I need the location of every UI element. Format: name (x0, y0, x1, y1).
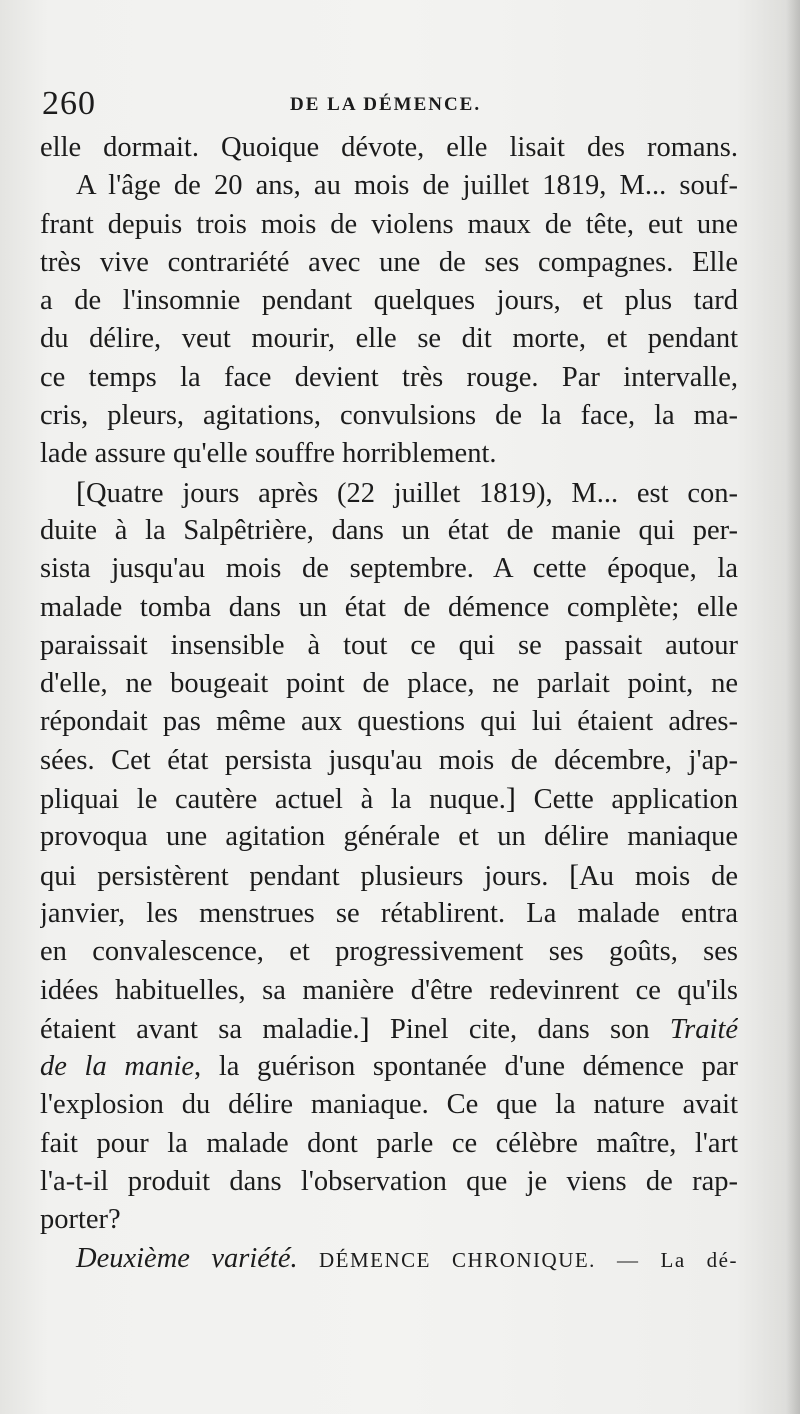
book-title-italic: Traité (669, 1013, 738, 1045)
text-line (40, 780, 738, 818)
text-line (40, 1048, 738, 1086)
text-line: porter? (40, 1204, 121, 1236)
open-bracket: [ (76, 475, 86, 509)
text-line: frant depuis trois mois de violens maux de tête, eut une (40, 208, 738, 240)
text-line: a de l'insomnie pendant quelques jours, et plus tard (40, 285, 738, 317)
section-title: DÉMENCE CHRONIQUE. — La dé- (319, 1247, 738, 1272)
page-number: 260 (42, 85, 96, 122)
close-bracket: ] (359, 1011, 370, 1045)
page-header (42, 82, 742, 126)
text-line: d'elle, ne bougeait point de place, ne parlait point, ne (40, 668, 738, 700)
book-title-italic: de la manie (40, 1051, 195, 1083)
text-line: lade assure qu'elle souffre horriblement. (40, 438, 497, 470)
text-line: l'explosion du délire maniaque. Ce que la nature avait (40, 1089, 738, 1121)
text-line: A l'âge de 20 ans, au mois de juillet 1819, M... souf- (76, 170, 738, 202)
running-head: DE LA DÉMENCE. (290, 94, 482, 115)
text-segment: , la guérison spontanée d'une démence par (194, 1051, 738, 1083)
text-line: répondait pas même aux questions qui lui étaient adres- (40, 706, 738, 738)
text-line: elle dormait. Quoique dévote, elle lisait des romans. (40, 132, 738, 163)
text-line: très vive contrariété avec une de ses compagnes. Elle (40, 246, 738, 278)
text-line: ce temps la face devient très rouge. Par intervalle, (40, 361, 738, 393)
section-heading-line (40, 1240, 738, 1278)
text-line (40, 474, 738, 512)
text-line: cris, pleurs, agitations, convulsions de la face, la ma- (40, 400, 738, 432)
text-line: l'a-t-il produit dans l'observation que je viens de rap- (40, 1166, 738, 1198)
text-line: sista jusqu'au mois de septembre. A cette époque, la (40, 553, 738, 585)
text-line: paraissait insensible à tout ce qui se passait autour (40, 629, 738, 661)
text-line: en convalescence, et progressivement ses goûts, ses (40, 936, 738, 968)
text-line: du délire, veut mourir, elle se dit morte, et pendant (40, 323, 738, 355)
text-line: fait pour la malade dont parle ce célèbre maître, l'art (40, 1127, 738, 1159)
text-line (40, 857, 738, 895)
text-line: idées habituelles, sa manière d'être redevinrent ce qu'ils (40, 974, 738, 1006)
text-line: malade tomba dans un état de démence complète; elle (40, 591, 738, 623)
text-line: provoqua une agitation générale et un délire maniaque (40, 821, 738, 853)
text-segment: Quatre jours après (22 juillet 1819), M... est con- (86, 477, 738, 509)
variety-label: Deuxième variété. (76, 1242, 298, 1274)
text-line (40, 1010, 738, 1048)
text-line: duite à la Salpêtrière, dans un état de manie qui per- (40, 514, 738, 546)
page-edge-shadow (786, 0, 800, 1414)
text-segment: Pinel cite, dans son (389, 1013, 650, 1045)
text-segment: Au mois de (579, 860, 738, 892)
text-segment: qui persistèrent pendant plusieurs jours. (40, 860, 549, 892)
text-line: sées. Cet état persista jusqu'au mois de décembre, j'ap- (40, 744, 738, 776)
text-line: janvier, les menstrues se rétablirent. La malade entra (40, 897, 738, 929)
text-segment: étaient avant sa maladie. (40, 1013, 360, 1045)
body-text (40, 129, 738, 1278)
text-segment: Cette application (533, 784, 738, 816)
open-bracket: [ (569, 858, 580, 892)
text-segment: pliquai le cautère actuel à la nuque. (40, 784, 506, 816)
close-bracket: ] (505, 782, 516, 816)
